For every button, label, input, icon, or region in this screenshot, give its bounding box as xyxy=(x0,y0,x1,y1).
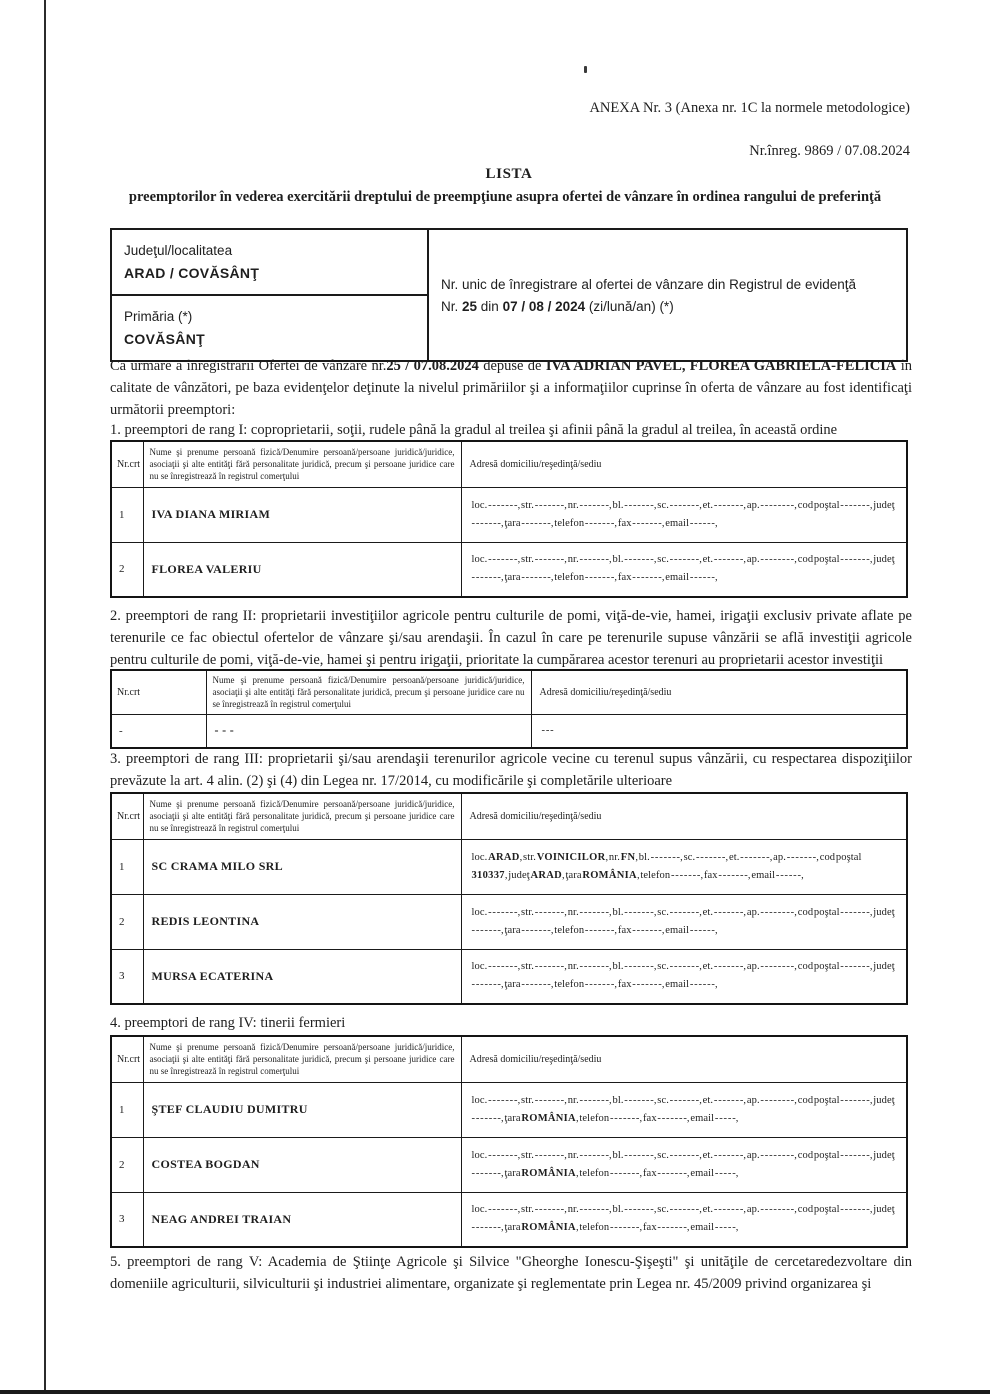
column-header-name: Nume şi prenume persoană fizică/Denumire persoană/persoane juridică/juridice, asociaţii şi alte entităţi fără personalitate juridică, precum şi persoane juridice care nu se înregistrează în registrul comerţului xyxy=(206,670,531,714)
document-subtitle: preemptorilor în vederea exercitării dreptului de preempţiune asupra ofertei de vânzare în ordinea rangului de preferinţă xyxy=(128,189,882,205)
section-rank4-heading: 4. preemptori de rang IV: tinerii fermieri xyxy=(110,1015,346,1031)
cell-row-number: 2 xyxy=(111,542,143,597)
cell-preemptor-name: - - - xyxy=(206,714,531,748)
preemptor-table-rank4 xyxy=(110,1035,908,1248)
column-header-name: Nume şi prenume persoană fizică/Denumire persoană/persoane juridică/juridice, asociaţii şi alte entităţi fără personalitate juridică, precum şi persoane juridice care nu se înregistrează în registrul comerţului xyxy=(143,793,461,839)
cell-preemptor-name: FLOREA VALERIU xyxy=(143,542,461,597)
anexa-reference-line: ANEXA Nr. 3 (Anexa nr. 1C la normele metodologice) xyxy=(589,100,910,116)
offer-registration-cell xyxy=(428,229,907,361)
column-header-nr: Nr.crt xyxy=(111,670,206,714)
table-row xyxy=(111,839,907,894)
column-header-address: Adresă domiciliu/reşedinţă/sediu xyxy=(461,441,907,487)
cell-preemptor-name: SC CRAMA MILO SRL xyxy=(143,839,461,894)
document-title: LISTA xyxy=(485,166,533,182)
rank3-table-container xyxy=(110,792,908,1005)
preemptor-table-rank3 xyxy=(110,792,908,1005)
section-rank3-heading: 3. preemptori de rang III: proprietarii şi/sau arendaşii terenurilor agricole vecine cu terenul supus vânzării, cu respectarea dispoziţiilor prevăzute la art. 4 alin. (2) şi (4) din Legea nr. 17/2014, cu modificările şi completările ulterioare xyxy=(110,751,912,789)
cell-address: loc. - - - - - - -, str. - - - - - - -, nr. - - - - - - -, bl. - - - - - - -, sc. - - - - - - -, et. - - - - - - -, ap. - - - - - - - -, cod poştal - - - - - - -, judeţ - - - - - - -, ţara - - - - - - -, telefon - - - - - - -, fax - - - - - - -, email - - - - - -, xyxy=(461,487,907,542)
rank1-table-container xyxy=(110,440,908,598)
cell-address: loc. - - - - - - -, str. - - - - - - -, nr. - - - - - - -, bl. - - - - - - -, sc. - - - - - - -, et. - - - - - - -, ap. - - - - - - - -, cod poştal - - - - - - -, judeţ - - - - - - -, ţara - - - - - - -, telefon - - - - - - -, fax - - - - - - -, email - - - - - -, xyxy=(461,542,907,597)
column-header-address: Adresă domiciliu/reşedinţă/sediu xyxy=(461,1036,907,1082)
column-header-nr: Nr.crt xyxy=(111,441,143,487)
county-cell xyxy=(111,229,428,295)
preemptor-table-rank1 xyxy=(110,440,908,598)
cell-row-number: 3 xyxy=(111,1192,143,1247)
table-row xyxy=(111,714,907,748)
column-header-nr: Nr.crt xyxy=(111,793,143,839)
registration-header-table xyxy=(110,228,908,362)
table-row xyxy=(111,1192,907,1247)
cell-address: loc. - - - - - - -, str. - - - - - - -, nr. - - - - - - -, bl. - - - - - - -, sc. - - - - - - -, et. - - - - - - -, ap. - - - - - - - -, cod poştal - - - - - - -, judeţ - - - - - - -, ţara ROMÂNIA, telefon - - - - - - -, fax - - - - - - -, email - - - - -, xyxy=(461,1192,907,1247)
rank2-table-container xyxy=(110,669,908,749)
table-row xyxy=(111,894,907,949)
section-rank5-paragraph: 5. preemptori de rang V: Academia de Ştiinţe Agricole şi Silvice "Gheorghe Ionescu-Şişeşti" şi unităţile de cercetaredezvoltare din domeniile agriculturii, silviculturii şi industriei alimentare, organizate şi reglementate prin Legea nr. 45/2009 privind organizarea şi xyxy=(110,1254,912,1292)
column-header-address: Adresă domiciliu/reşedinţă/sediu xyxy=(531,670,907,714)
column-header-name: Nume şi prenume persoană fizică/Denumire persoană/persoane juridică/juridice, asociaţii şi alte entităţi fără personalitate juridică, precum şi persoane juridice care nu se înregistrează în registrul comerţului xyxy=(143,1036,461,1082)
cell-preemptor-name: REDIS LEONTINA xyxy=(143,894,461,949)
offer-registration-line1: Nr. unic de înregistrare al ofertei de vânzare din Registrul de evidenţă xyxy=(441,276,856,292)
table-row xyxy=(111,949,907,1004)
intro-paragraph: Ca urmare a înregistrării Ofertei de vânzare nr.25 / 07.08.2024 depuse de IVA ADRIAN PAVEL, FLOREA GABRIELA-FELICIA în calitate de vânzători, pe baza evidenţelor deţinute la nivelul primăriilor şi a informaţiilor cuprinse în oferta de vânzare au fost identificaţi următorii preemptori: xyxy=(110,358,912,418)
table-row xyxy=(111,487,907,542)
cell-row-number: 3 xyxy=(111,949,143,1004)
cell-row-number: 1 xyxy=(111,487,143,542)
cell-preemptor-name: NEAG ANDREI TRAIAN xyxy=(143,1192,461,1247)
table-header-row xyxy=(111,441,907,487)
county-value: ARAD / COVĂSÂNŢ xyxy=(124,265,260,281)
section-rank2-heading: 2. preemptori de rang II: proprietarii investiţiilor agricole pentru culturile de pomi, viţă-de-vie, hamei, irigaţii exclusiv private aflate pe terenurile ce fac obiectul ofertelor de vânzare şi/sau arendaşii. În cazul în care pe terenurile supuse vânzării se află investiţii agricole pentru culturile de pomi, viţă-de-vie, hamei şi pentru irigaţii, prioritate la cumpărarea acestor terenuri au proprietarii acestor investiţii xyxy=(110,608,912,668)
column-header-name: Nume şi prenume persoană fizică/Denumire persoană/persoane juridică/juridice, asociaţii şi alte entităţi fără personalitate juridică, precum şi persoane juridice care nu se înregistrează în registrul comerţului xyxy=(143,441,461,487)
column-header-nr: Nr.crt xyxy=(111,1036,143,1082)
county-row xyxy=(111,229,907,295)
cell-row-number: 1 xyxy=(111,839,143,894)
section-rank1-heading: 1. preemptori de rang I: coproprietarii, soţii, rudele până la gradul al treilea şi afinii până la gradul al treilea, în această ordine xyxy=(110,422,838,438)
cell-address: loc. - - - - - - -, str. - - - - - - -, nr. - - - - - - -, bl. - - - - - - -, sc. - - - - - - -, et. - - - - - - -, ap. - - - - - - - -, cod poştal - - - - - - -, judeţ - - - - - - -, ţara - - - - - - -, telefon - - - - - - -, fax - - - - - - -, email - - - - - -, xyxy=(461,949,907,1004)
cityhall-label: Primăria (*) xyxy=(124,309,193,324)
table-row xyxy=(111,542,907,597)
scan-edge-bottom-line xyxy=(0,1390,990,1394)
cell-row-number: 1 xyxy=(111,1082,143,1137)
cell-row-number: 2 xyxy=(111,1137,143,1192)
cell-address: loc. - - - - - - -, str. - - - - - - -, nr. - - - - - - -, bl. - - - - - - -, sc. - - - - - - -, et. - - - - - - -, ap. - - - - - - - -, cod poştal - - - - - - -, judeţ - - - - - - -, ţara ROMÂNIA, telefon - - - - - - -, fax - - - - - - -, email - - - - -, xyxy=(461,1137,907,1192)
county-label: Judeţul/localitatea xyxy=(124,243,233,258)
column-header-address: Adresă domiciliu/reşedinţă/sediu xyxy=(461,793,907,839)
table-row xyxy=(111,1137,907,1192)
cell-preemptor-name: MURSA ECATERINA xyxy=(143,949,461,1004)
table-header-row xyxy=(111,1036,907,1082)
table-header-row xyxy=(111,793,907,839)
cell-address: loc. - - - - - - -, str. - - - - - - -, nr. - - - - - - -, bl. - - - - - - -, sc. - - - - - - -, et. - - - - - - -, ap. - - - - - - - -, cod poştal - - - - - - -, judeţ - - - - - - -, ţara ROMÂNIA, telefon - - - - - - -, fax - - - - - - -, email - - - - -, xyxy=(461,1082,907,1137)
cell-address: loc. ARAD, str. VOINICILOR, nr. FN, bl. - - - - - - -, sc. - - - - - - -, et. - - - - - - -, ap. - - - - - - -, cod poştal 310337, judeţ ARAD, ţara ROMÂNIA, telefon - - - - - - -, fax - - - - - - -, email - - - - - -, xyxy=(461,839,907,894)
cityhall-cell xyxy=(111,295,428,361)
cell-address: loc. - - - - - - -, str. - - - - - - -, nr. - - - - - - -, bl. - - - - - - -, sc. - - - - - - -, et. - - - - - - -, ap. - - - - - - - -, cod poştal - - - - - - -, judeţ - - - - - - -, ţara - - - - - - -, telefon - - - - - - -, fax - - - - - - -, email - - - - - -, xyxy=(461,894,907,949)
preemptor-table-rank2 xyxy=(110,669,908,749)
offer-registration-line2: Nr. 25 din 07 / 08 / 2024 (zi/lună/an) (*) xyxy=(441,298,674,314)
table-header-row xyxy=(111,670,907,714)
table-row xyxy=(111,1082,907,1137)
scan-speck xyxy=(584,66,587,73)
cell-row-number: 2 xyxy=(111,894,143,949)
cell-preemptor-name: IVA DIANA MIRIAM xyxy=(143,487,461,542)
cell-row-number: - xyxy=(111,714,206,748)
cityhall-value: COVĂSÂNŢ xyxy=(124,331,205,347)
scan-edge-vertical-line xyxy=(44,0,46,1392)
cell-preemptor-name: ŞTEF CLAUDIU DUMITRU xyxy=(143,1082,461,1137)
cell-address: - - - xyxy=(531,714,907,748)
cell-preemptor-name: COSTEA BOGDAN xyxy=(143,1137,461,1192)
registration-number-line: Nr.înreg. 9869 / 07.08.2024 xyxy=(749,143,910,159)
rank4-table-container xyxy=(110,1035,908,1248)
